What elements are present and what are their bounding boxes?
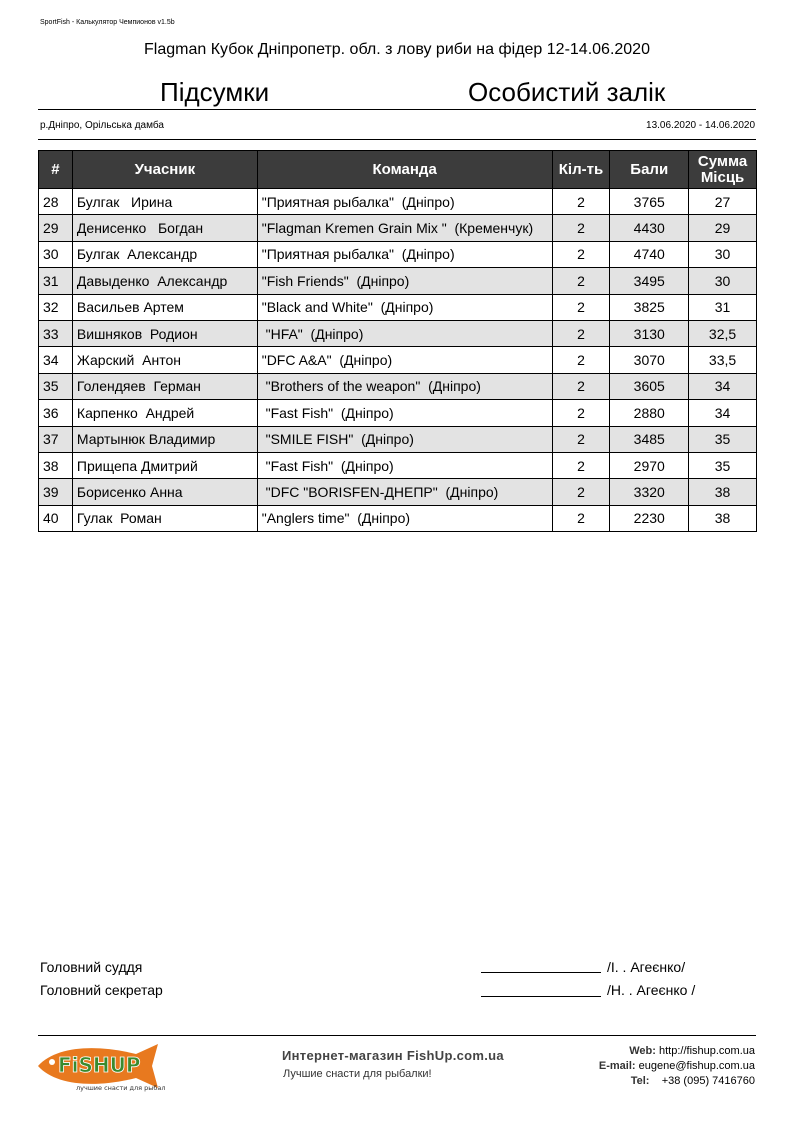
cell-points: 3130	[610, 320, 689, 346]
cell-count: 2	[552, 215, 610, 241]
table-row	[39, 373, 757, 399]
header-num: #	[39, 151, 73, 189]
secretary-name: /Н. . Агеєнко /	[607, 982, 696, 998]
cell-team: "Black and White" (Дніпро)	[257, 294, 552, 320]
cell-num: 40	[39, 505, 73, 531]
cell-team: "SMILE FISH" (Дніпро)	[257, 426, 552, 452]
cell-team: "Приятная рыбалка" (Дніпро)	[257, 241, 552, 267]
cell-team: "Fast Fish" (Дніпро)	[257, 452, 552, 478]
table-row	[39, 400, 757, 426]
fishup-logo	[36, 1038, 166, 1094]
cell-sum: 29	[689, 215, 757, 241]
table-row	[39, 189, 757, 215]
cell-team: "DFC "BORISFEN-ДНЕПР" (Дніпро)	[257, 479, 552, 505]
cell-num: 28	[39, 189, 73, 215]
cell-num: 34	[39, 347, 73, 373]
secretary-label: Головний секретар	[40, 982, 163, 998]
cell-sum: 34	[689, 400, 757, 426]
table-row	[39, 241, 757, 267]
cell-count: 2	[552, 373, 610, 399]
header-team: Команда	[257, 151, 552, 189]
cell-points: 3495	[610, 268, 689, 294]
cell-participant: Денисенко Богдан	[72, 215, 257, 241]
contact-web	[629, 1045, 755, 1057]
table-row	[39, 479, 757, 505]
cell-points: 3070	[610, 347, 689, 373]
header-sum	[689, 151, 757, 189]
table-row	[39, 452, 757, 478]
cell-num: 36	[39, 400, 73, 426]
cell-points: 2970	[610, 452, 689, 478]
judge-name: /І. . Агеєнко/	[607, 959, 686, 975]
cell-sum: 38	[689, 479, 757, 505]
cell-count: 2	[552, 505, 610, 531]
table-body	[39, 189, 757, 532]
shop-tagline: Лучшие снасти для рыбалки!	[283, 1068, 432, 1080]
header-count: Кіл-ть	[552, 151, 610, 189]
tel-value: +38 (095) 7416760	[661, 1075, 755, 1087]
cell-sum: 32,5	[689, 320, 757, 346]
cell-count: 2	[552, 320, 610, 346]
cell-participant: Жарский Антон	[72, 347, 257, 373]
cell-participant: Вишняков Родион	[72, 320, 257, 346]
table-header-row	[39, 151, 757, 189]
cell-team: "Fast Fish" (Дніпро)	[257, 400, 552, 426]
cell-participant: Булгак Ирина	[72, 189, 257, 215]
app-title: SportFish - Калькулятор Чемпионов v1.5b	[40, 19, 175, 26]
email-label: E-mail:	[598, 1060, 636, 1072]
cell-sum: 34	[689, 373, 757, 399]
cell-count: 2	[552, 452, 610, 478]
cell-participant: Прищепа Дмитрий	[72, 452, 257, 478]
cell-team: "Anglers time" (Дніпро)	[257, 505, 552, 531]
cell-num: 29	[39, 215, 73, 241]
table-row	[39, 505, 757, 531]
cell-participant: Давыденко Александр	[72, 268, 257, 294]
table-row	[39, 426, 757, 452]
header-sum-line1: Сумма	[697, 152, 748, 170]
cell-sum: 30	[689, 268, 757, 294]
judge-label: Головний суддя	[40, 959, 143, 975]
shop-name: Интернет-магазин FishUp.com.ua	[282, 1048, 504, 1063]
cell-participant: Мартынюк Владимир	[72, 426, 257, 452]
logo-tagline: лучшие снасти для рыбалки	[76, 1084, 166, 1092]
table-row	[39, 215, 757, 241]
cell-points: 3765	[610, 189, 689, 215]
cell-team: "HFA" (Дніпро)	[257, 320, 552, 346]
cell-num: 30	[39, 241, 73, 267]
cell-num: 35	[39, 373, 73, 399]
web-link[interactable]: http://fishup.com.ua	[659, 1045, 755, 1057]
contact-tel	[631, 1075, 755, 1087]
judge-signature-line	[481, 972, 601, 973]
event-title: Flagman Кубок Дніпропетр. обл. з лову риби на фідер 12-14.06.2020	[144, 41, 650, 58]
cell-points: 2230	[610, 505, 689, 531]
cell-count: 2	[552, 241, 610, 267]
results-table	[38, 150, 757, 532]
cell-sum: 31	[689, 294, 757, 320]
contact-email	[599, 1060, 755, 1072]
secretary-signature-line	[481, 996, 601, 997]
cell-participant: Васильев Артем	[72, 294, 257, 320]
cell-team: "Brothers of the weapon" (Дніпро)	[257, 373, 552, 399]
cell-sum: 30	[689, 241, 757, 267]
cell-points: 3605	[610, 373, 689, 399]
cell-sum: 38	[689, 505, 757, 531]
cell-points: 3320	[610, 479, 689, 505]
cell-participant: Карпенко Андрей	[72, 400, 257, 426]
table-row	[39, 347, 757, 373]
cell-count: 2	[552, 189, 610, 215]
table-row	[39, 320, 757, 346]
cell-team: "DFC A&A" (Дніпро)	[257, 347, 552, 373]
email-link[interactable]: eugene@fishup.com.ua	[638, 1060, 755, 1072]
cell-sum: 35	[689, 452, 757, 478]
cell-points: 3825	[610, 294, 689, 320]
subheader-divider	[38, 139, 756, 140]
cell-count: 2	[552, 268, 610, 294]
header-sum-line2: Місць	[700, 168, 745, 186]
cell-participant: Борисенко Анна	[72, 479, 257, 505]
cell-count: 2	[552, 347, 610, 373]
cell-count: 2	[552, 426, 610, 452]
cell-points: 4430	[610, 215, 689, 241]
table-row	[39, 294, 757, 320]
cell-sum: 27	[689, 189, 757, 215]
cell-points: 3485	[610, 426, 689, 452]
cell-num: 37	[39, 426, 73, 452]
standings-title: Особистий залік	[468, 77, 666, 107]
table-row	[39, 268, 757, 294]
cell-team: "Flagman Kremen Grain Mix " (Кременчук)	[257, 215, 552, 241]
cell-team: "Fish Friends" (Дніпро)	[257, 268, 552, 294]
web-label: Web:	[629, 1045, 656, 1057]
cell-num: 38	[39, 452, 73, 478]
cell-num: 31	[39, 268, 73, 294]
cell-participant: Гулак Роман	[72, 505, 257, 531]
cell-num: 33	[39, 320, 73, 346]
cell-num: 32	[39, 294, 73, 320]
tel-label: Tel:	[630, 1075, 650, 1087]
fish-logo-icon	[36, 1038, 166, 1094]
cell-sum: 33,5	[689, 347, 757, 373]
cell-sum: 35	[689, 426, 757, 452]
cell-team: "Приятная рыбалка" (Дніпро)	[257, 189, 552, 215]
logo-text: FiSHUP	[58, 1053, 141, 1077]
cell-participant: Булгак Александр	[72, 241, 257, 267]
footer-divider	[38, 1035, 756, 1036]
cell-count: 2	[552, 479, 610, 505]
header-points: Бали	[610, 151, 689, 189]
cell-count: 2	[552, 294, 610, 320]
header-participant: Учасник	[72, 151, 257, 189]
dates-text: 13.06.2020 - 14.06.2020	[646, 120, 755, 131]
summary-title: Підсумки	[160, 77, 270, 107]
cell-points: 4740	[610, 241, 689, 267]
cell-participant: Голендяев Герман	[72, 373, 257, 399]
cell-points: 2880	[610, 400, 689, 426]
cell-num: 39	[39, 479, 73, 505]
location-text: р.Дніпро, Орільська дамба	[40, 120, 164, 131]
header-divider	[38, 109, 756, 110]
cell-count: 2	[552, 400, 610, 426]
